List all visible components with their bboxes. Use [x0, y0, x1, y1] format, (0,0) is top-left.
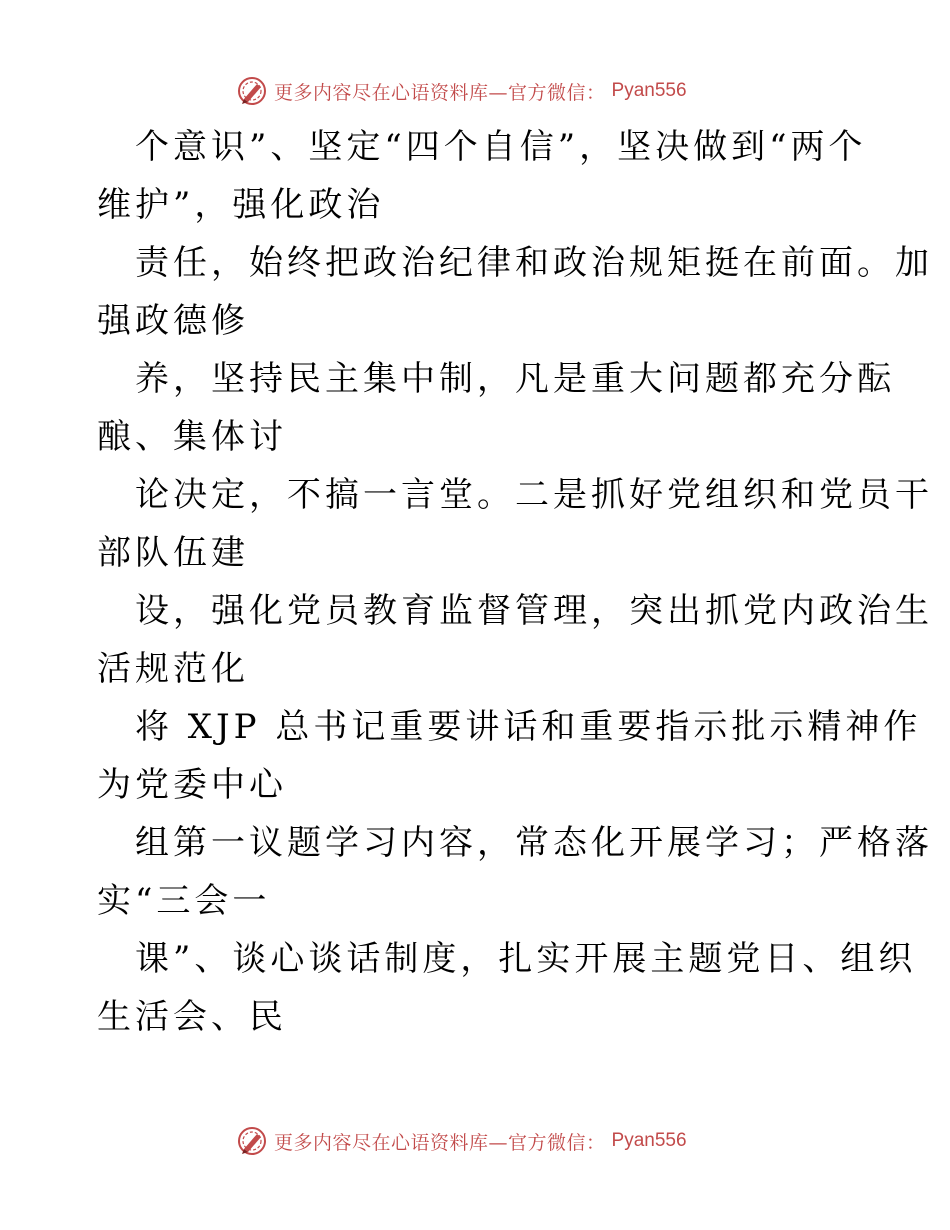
text-line: 部队伍建	[97, 533, 249, 573]
text-line: 组第一议题学习内容，常态化开展学习；严格落	[135, 823, 933, 863]
header-watermark	[236, 74, 687, 108]
text-line: 活规范化	[97, 649, 249, 689]
text-line: 生活会、民	[97, 997, 287, 1037]
text-line: 责任，始终把政治纪律和政治规矩挺在前面。加	[135, 243, 933, 283]
text-line: 设，强化党员教育监督管理，突出抓党内政治生	[135, 591, 933, 631]
watermark-wechat-id: Pyan556	[611, 80, 687, 101]
text-line: 课”、谈心谈话制度，扎实开展主题党日、组织	[135, 939, 917, 979]
document-body	[97, 118, 933, 1046]
text-line: 将 XJP 总书记重要讲话和重要指示批示精神作	[135, 707, 922, 747]
pen-logo-icon	[236, 75, 268, 107]
text-line: 酿、集体讨	[97, 417, 287, 457]
text-line: 论决定，不搞一言堂。二是抓好党组织和党员干	[135, 475, 933, 515]
text-line: 个意识”、坚定“四个自信”，坚决做到“两个	[135, 127, 867, 167]
watermark-wechat-id: Pyan556	[611, 1130, 687, 1151]
watermark-text: 更多内容尽在心语资料库—官方微信：	[274, 1131, 606, 1154]
text-line: 为党委中心	[97, 765, 287, 805]
pen-logo-icon	[236, 1125, 268, 1157]
footer-watermark	[236, 1124, 687, 1158]
text-line: 实“三会一	[97, 881, 271, 921]
text-line: 养，坚持民主集中制，凡是重大问题都充分酝	[135, 359, 895, 399]
text-line: 强政德修	[97, 301, 249, 341]
text-line: 维护”，强化政治	[97, 185, 385, 225]
watermark-text: 更多内容尽在心语资料库—官方微信：	[274, 81, 606, 104]
